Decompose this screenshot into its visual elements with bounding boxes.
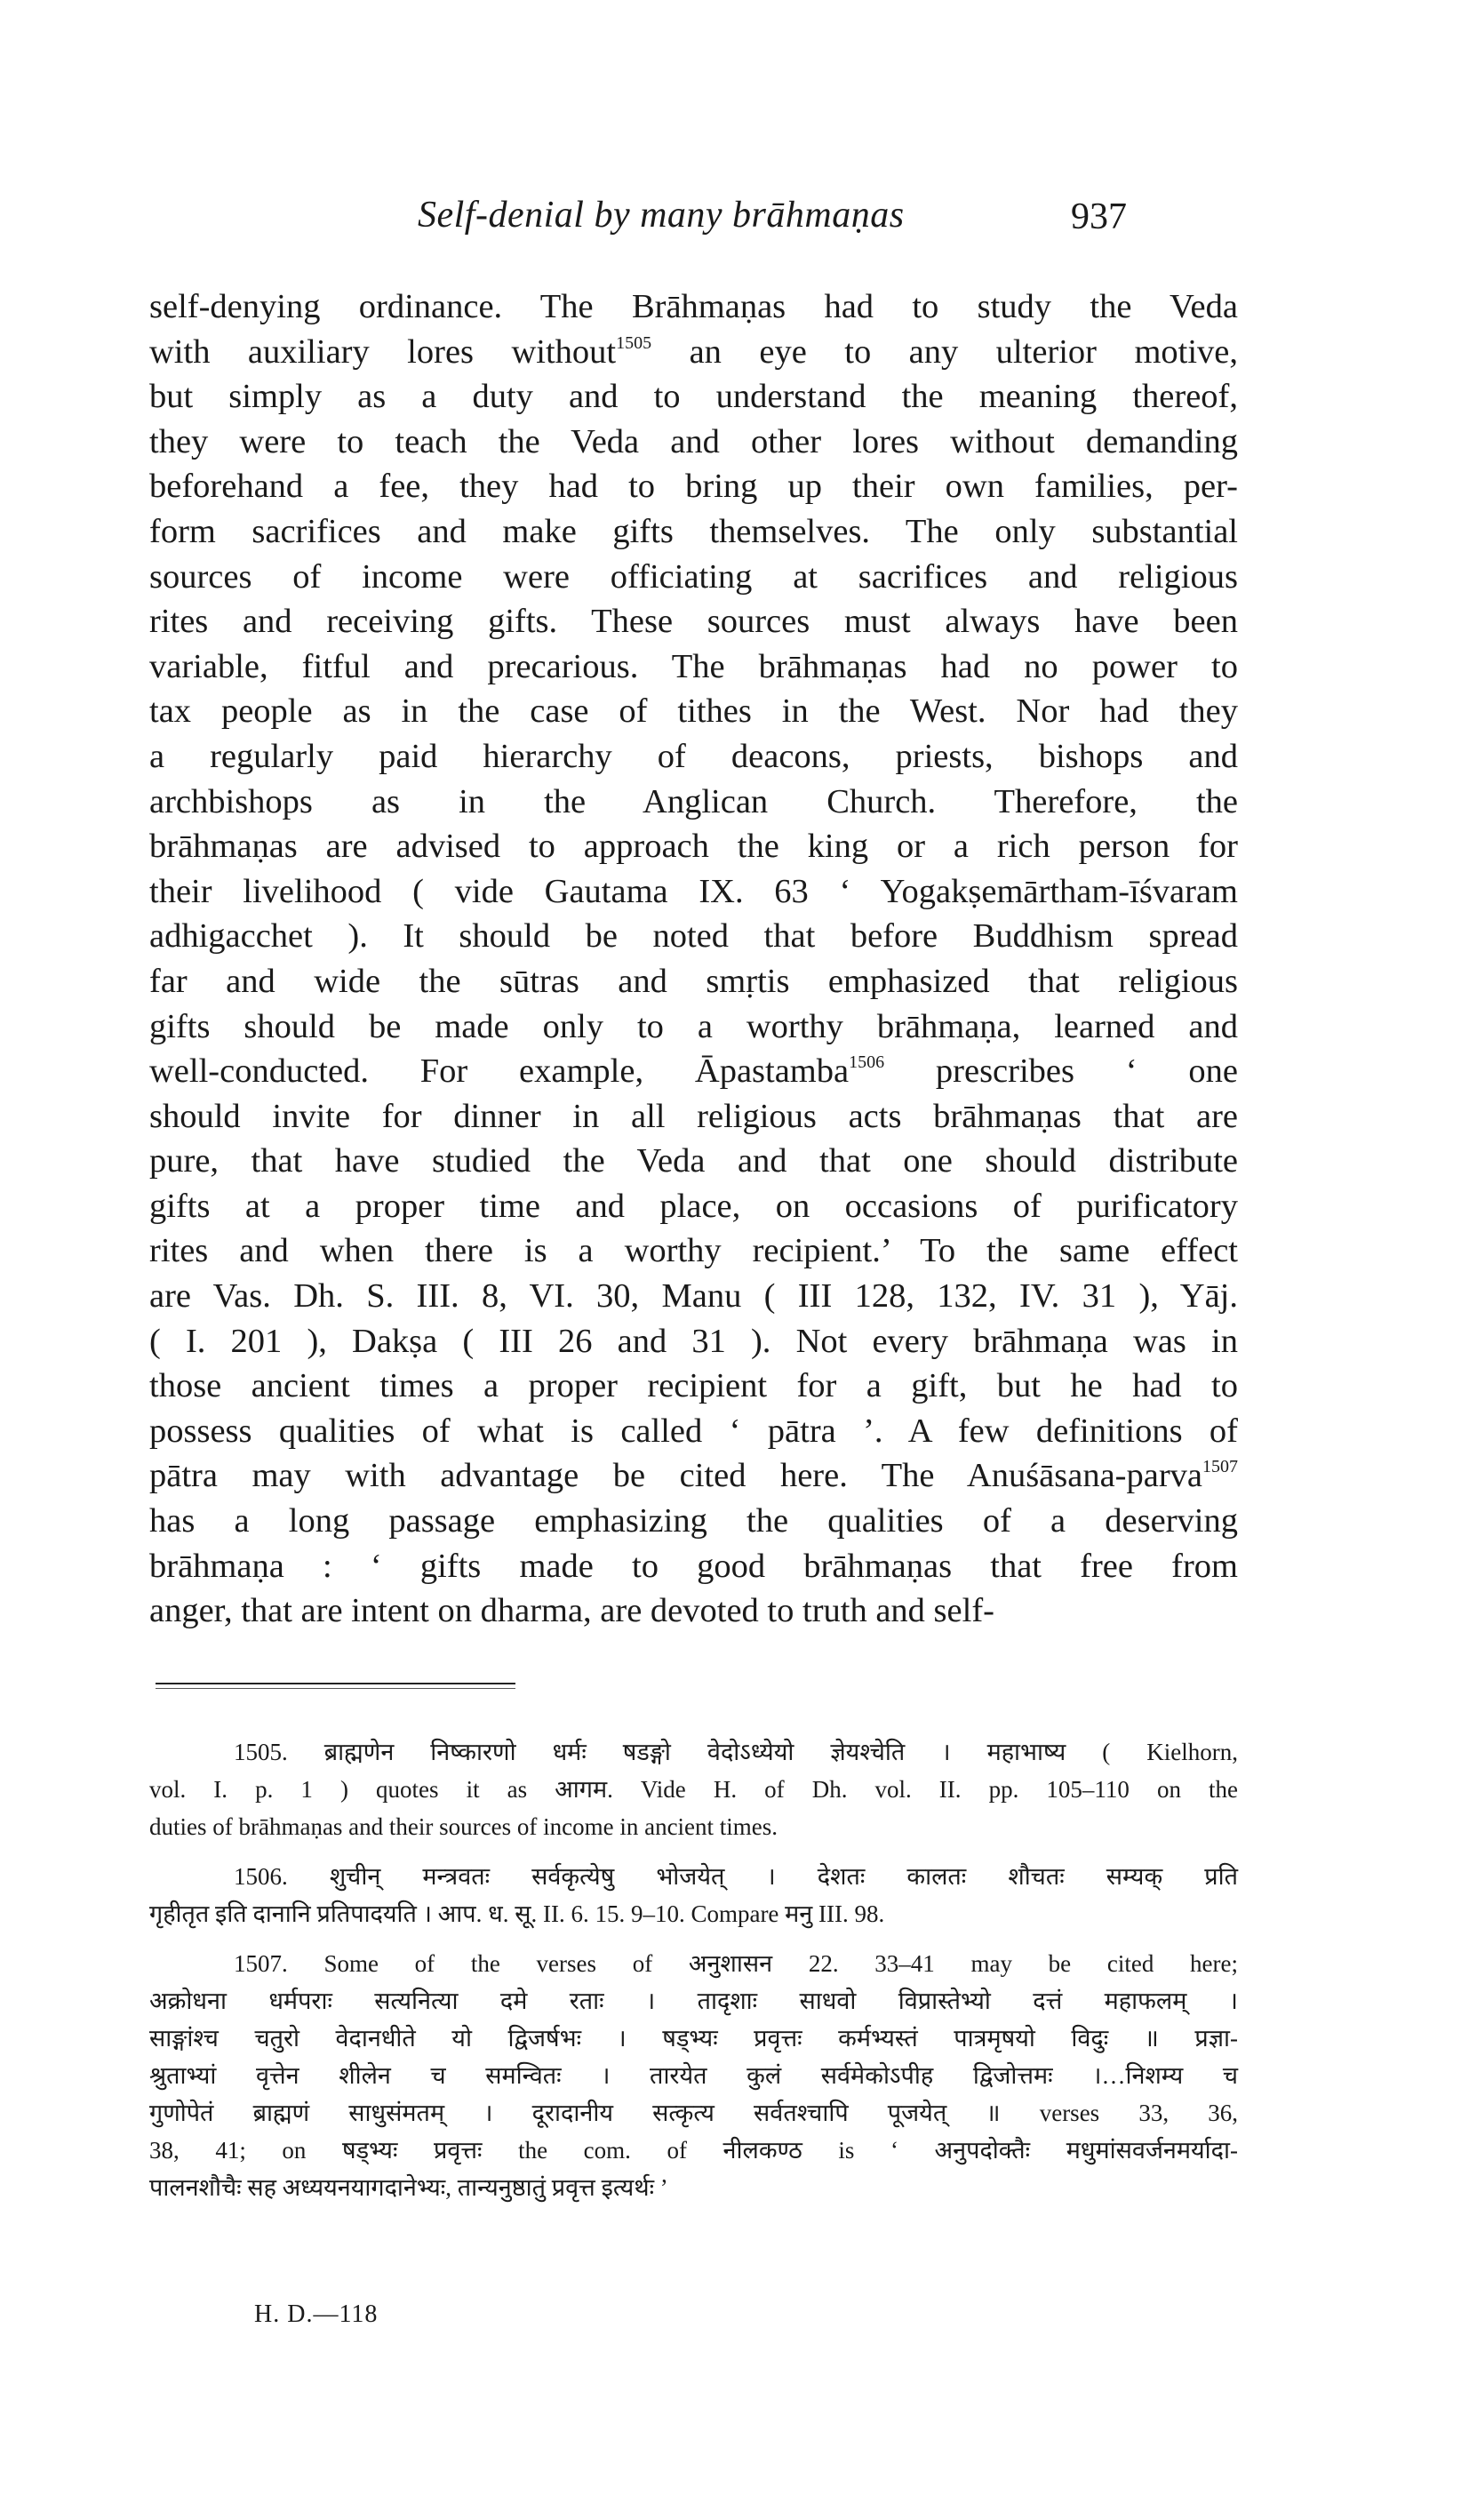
body-line [149,1228,1238,1274]
footnote [149,1858,1238,1932]
body-line [149,1364,1238,1409]
body-line [149,464,1238,509]
footnote [149,1733,1238,1845]
body-line-text: rites and when there is a worthy recipient.’ To the same effect [149,1232,1238,1270]
body-line [149,1184,1238,1229]
body-line-text: far and wide the sūtras and smṛtis emphasized that religious [149,962,1238,1000]
body-line-text: brāhmaṇas are advised to approach the king or a rich person for [149,828,1238,866]
body-line [149,330,1238,375]
body-line-text: archbishops as in the Anglican Church. Therefore, the [149,782,1238,820]
body-line [149,1274,1238,1319]
body-line [149,1588,1238,1634]
body-line [149,824,1238,869]
body-line-text: with auxiliary lores without [149,332,617,371]
footnote-line: पालनशौचैः सह अध्ययनयागदानेभ्यः, तान्यनुष्ठातुं प्रवृत्त इत्यर्थः ’ [149,2174,668,2201]
body-line-text: ( I. 201 ), Dakṣa ( III 26 and 31 ). Not every brāhmaṇa was in [149,1322,1238,1360]
body-line [149,509,1238,555]
body-line-text: form sacrifices and make gifts themselves. The only substantial [149,512,1238,550]
body-line [149,1453,1238,1499]
body-line [149,599,1238,644]
body-line [149,689,1238,734]
footnote-line: गुणोपेतं ब्राह्मणं साधुसंमतम् । दूरादानीय सत्कृत्य सर्वतश्चापि पूजयेत् ॥ verses 33, 36, [149,2100,1238,2126]
body-line [149,1499,1238,1544]
footnote-reference[interactable]: 1506 [849,1052,885,1073]
body-line-text: but simply as a duty and to understand the meaning thereof, [149,378,1238,416]
body-line-text: those ancient times a proper recipient for a gift, but he had to [149,1367,1238,1405]
body-line [149,869,1238,915]
body-line [149,1319,1238,1364]
body-line-text: tax people as in the case of tithes in the West. Nor had they [149,692,1238,731]
footnote-separator-rule [156,1683,515,1693]
body-line [149,374,1238,420]
body-line-text: self-denying ordinance. The Brāhmaṇas had to study the Veda [149,288,1238,325]
footnote-line: vol. I. p. 1 ) quotes it as आगम. Vide H. of Dh. vol. II. pp. 105–110 on the [149,1776,1238,1803]
body-line-text: pātra may with advantage be cited here. The Anuśāsana-parva [149,1457,1202,1495]
footnote [149,1945,1238,2206]
footnote-line: 1507. Some of the verses of अनुशासन 22. 33–41 may be cited here; [234,1950,1238,1977]
body-line [149,644,1238,690]
body-line-text: has a long passage emphasizing the qualities of a deserving [149,1502,1238,1540]
body-line [149,420,1238,465]
body-line [149,914,1238,959]
body-line [149,284,1238,330]
body-line-text: gifts should be made only to a worthy brāhmaṇa, learned and [149,1007,1238,1045]
body-line [149,1139,1238,1184]
footnote-reference[interactable]: 1507 [1202,1457,1238,1477]
body-line [149,734,1238,780]
body-line [149,1004,1238,1050]
body-line-text: their livelihood ( vide Gautama IX. 63 ‘ Yogakṣemārtham-īśvaram [149,872,1238,910]
footnote-line: duties of brāhmaṇas and their sources of income in ancient times. [149,1813,778,1840]
body-line [149,1094,1238,1140]
body-line-text: they were to teach the Veda and other lores without demanding [149,422,1238,460]
body-line-text: beforehand a fee, they had to bring up their own families, per- [149,468,1238,506]
body-paragraph [149,284,1238,1634]
body-line-text: should invite for dinner in all religious acts brāhmaṇas that are [149,1097,1238,1135]
body-line-text: rites and receiving gifts. These sources must always have been [149,603,1238,641]
body-line [149,555,1238,600]
footnote-line: 1505. ब्राह्मणेन निष्कारणो धर्मः षडङ्गो वेदोऽध्येयो ज्ञेयश्चेति । महाभाष्य ( Kielhorn, [234,1739,1238,1765]
body-line-text-after-ref: an eye to any ulterior motive, [651,332,1239,371]
body-line-text: adhigacchet ). It should be noted that before Buddhism spread [149,917,1238,956]
body-line-text: sources of income were officiating at sacrifices and religious [149,557,1238,596]
running-title: Self-denial by many brāhmaṇas [418,195,905,236]
footnote-line: 38, 41; on षड्भ्यः प्रवृत्तः the com. of नीलकण्ठ is ‘ अनुपदोक्तैः मधुमांसवर्जनमर्यादा- [149,2137,1238,2164]
footnote-line: साङ्गांश्च चतुरो वेदानधीते यो द्विजर्षभः । षड्भ्यः प्रवृत्तः कर्मभ्यस्तं पात्रमृषयो विदुः ॥ प्रज्ञा- [149,2025,1238,2052]
body-line [149,959,1238,1004]
body-line-text: pure, that have studied the Veda and that one should distribute [149,1142,1238,1180]
body-line-text: a regularly paid hierarchy of deacons, priests, bishops and [149,737,1238,775]
page-header [418,194,1218,247]
body-line-text: variable, fitful and precarious. The brāhmaṇas had no power to [149,647,1238,685]
body-line-text: possess qualities of what is called ‘ pātra ’. A few definitions of [149,1412,1238,1450]
body-line-text-after-ref: prescribes ‘ one [884,1052,1239,1091]
footnote-line: गृहीतृत इति दानानि प्रतिपादयति । आप. ध. सू. II. 6. 15. 9–10. Compare मनु III. 98. [149,1900,885,1927]
footnote-line: श्रुताभ्यां वृत्तेन शीलेन च समन्वितः । तारयेत कुलं सर्वमेकोऽपीह द्विजोत्तमः ।…निशम्य च [149,2062,1238,2089]
footnote-reference[interactable]: 1505 [616,332,652,353]
body-line-text: anger, that are intent on dharma, are devoted to truth and self- [149,1592,994,1630]
footnote-line: अक्रोधना धर्मपराः सत्यनित्या दमे रताः । तादृशाः साधवो विप्रास्तेभ्यो दत्तं महाफलम् । [149,1988,1238,2014]
page-number: 937 [1071,196,1127,237]
footnote-line: 1506. शुचीन् मन्त्रवतः सर्वकृत्येषु भोजयेत् । देशतः कालतः शौचतः सम्यक् प्रति [234,1863,1238,1890]
signature-mark: H. D.—118 [254,2300,379,2328]
body-line-text: brāhmaṇa : ‘ gifts made to good brāhmaṇas that free from [149,1547,1238,1585]
body-line [149,1544,1238,1589]
body-line-text: are Vas. Dh. S. III. 8, VI. 30, Manu ( III 128, 132, IV. 31 ), Yāj. [149,1277,1238,1316]
body-line [149,1409,1238,1454]
footnotes-section [149,1733,1238,2219]
body-line [149,1049,1238,1094]
body-line-text: gifts at a proper time and place, on occasions of purificatory [149,1187,1238,1225]
body-line [149,780,1238,825]
body-line-text: well-conducted. For example, Āpastamba [149,1052,850,1091]
